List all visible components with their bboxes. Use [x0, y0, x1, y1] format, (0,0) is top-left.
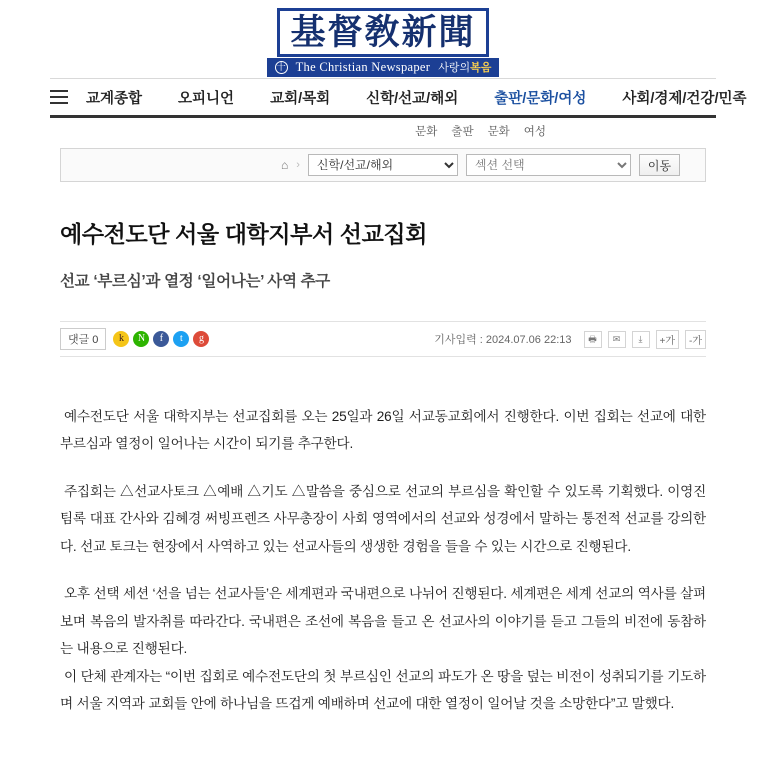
article-utility-row: [60, 321, 706, 357]
comment-count-button[interactable]: 댓글 0: [60, 328, 106, 350]
masthead: [0, 0, 766, 78]
google-plus-icon[interactable]: g: [193, 331, 209, 347]
breadcrumb: [60, 148, 706, 182]
twitter-icon[interactable]: t: [173, 331, 189, 347]
subnav-item-women[interactable]: 여성: [523, 126, 546, 138]
logo-english-text: The Christian Newspaper: [295, 59, 431, 74]
subnav-item-culture-1[interactable]: 문화: [415, 126, 438, 138]
logo-tagline-bar: [267, 58, 500, 77]
naver-icon[interactable]: N: [133, 331, 149, 347]
breadcrumb-separator: ›: [296, 159, 300, 171]
font-size-decrease-button[interactable]: -가: [685, 330, 706, 349]
site-logo[interactable]: [267, 8, 500, 77]
hamburger-icon[interactable]: [50, 78, 68, 117]
sub-navigation: [50, 118, 716, 144]
article-subtitle: 선교 ‘부르심’과 열정 ‘일어나는’ 사역 추구: [60, 273, 330, 290]
category-select[interactable]: [308, 154, 458, 176]
nav-item-list: [68, 87, 765, 108]
cross-icon: 十: [276, 61, 286, 72]
download-icon[interactable]: ⤓: [632, 331, 650, 348]
page-title: 예수전도단 서울 대학지부서 선교집회: [60, 221, 428, 247]
logo-box: [277, 8, 488, 57]
nav-item-church-ministry[interactable]: 교회/목회: [270, 90, 331, 107]
article-paragraph: 오후 선택 세션 ‘선을 넘는 선교사들’은 세계편과 국내편으로 나뉘어 진행된다. 세계편은 세계 선교의 역사를 살펴보며 복음의 발자취를 따라간다. 국내편은 조선에 복음을 들고 온 선교사의 이야기를 듣고 그들의 비전에 동참하는 내용으로 진행된다.: [60, 586, 706, 657]
subnav-item-culture-2[interactable]: 문화: [487, 126, 510, 138]
main-navigation: [50, 78, 747, 118]
nav-item-church-general[interactable]: 교계종합: [86, 90, 143, 107]
article-body: [60, 403, 706, 718]
nav-item-society-economy-health[interactable]: 사회/경제/건강/민족: [622, 90, 747, 107]
logo-korean-text: 사랑의복음: [438, 62, 492, 74]
font-size-increase-button[interactable]: +가: [656, 330, 680, 349]
kakao-icon[interactable]: k: [113, 331, 129, 347]
article: [0, 216, 766, 718]
utility-right-group: [434, 330, 706, 349]
article-paragraph: 주집회는 △선교사토크 △예배 △기도 △말씀을 중심으로 선교의 부르심을 확인할 수 있도록 기획했다. 이영진 팀록 대표 간사와 김혜경 써빙프렌즈 사무총장이 사회 영역에서의 선교와 성경에서 말하는 통전적 선교를 강의한다. 선교 토크는 현장에서 사역하고 있는 선교사들의 생생한 경험을 들을 수 있는 시간으로 진행된다.: [60, 483, 706, 554]
nav-item-theology-mission[interactable]: 신학/선교/해외: [366, 90, 459, 107]
article-timestamp: 기사입력 : 2024.07.06 22:13: [434, 334, 572, 346]
article-paragraph: 예수전도단 서울 대학지부는 선교집회를 오는 25일과 26일 서교동교회에서 진행한다. 이번 집회는 선교에 대한 부르심과 열정이 일어나는 시간이 되기를 추구한다.: [60, 409, 706, 452]
subnav-item-publishing[interactable]: 출판: [451, 126, 474, 138]
mail-icon[interactable]: ✉: [608, 331, 626, 348]
nav-item-opinion[interactable]: 오피니언: [178, 90, 235, 107]
share-icon-group: [113, 331, 209, 347]
utility-left-group: [60, 328, 209, 350]
home-icon[interactable]: ⌂: [281, 158, 289, 172]
print-icon[interactable]: 🖶: [584, 331, 602, 348]
article-paragraph: 이 단체 관계자는 “이번 집회로 예수전도단의 첫 부르심인 선교의 파도가 온 땅을 덮는 비전이 성취되기를 기도하며 서울 지역과 교회들 안에 하나님을 뜨겁게 예배하며 선교에 대한 열정이 일어날 것을 소망한다”고 말했다.: [60, 668, 706, 712]
go-button[interactable]: 이동: [639, 154, 680, 176]
logo-hanja-text: 基督敎新聞: [290, 11, 476, 53]
section-select[interactable]: [466, 154, 631, 176]
nav-item-publishing-culture-women[interactable]: 출판/문화/여성: [494, 90, 587, 107]
facebook-icon[interactable]: f: [153, 331, 169, 347]
